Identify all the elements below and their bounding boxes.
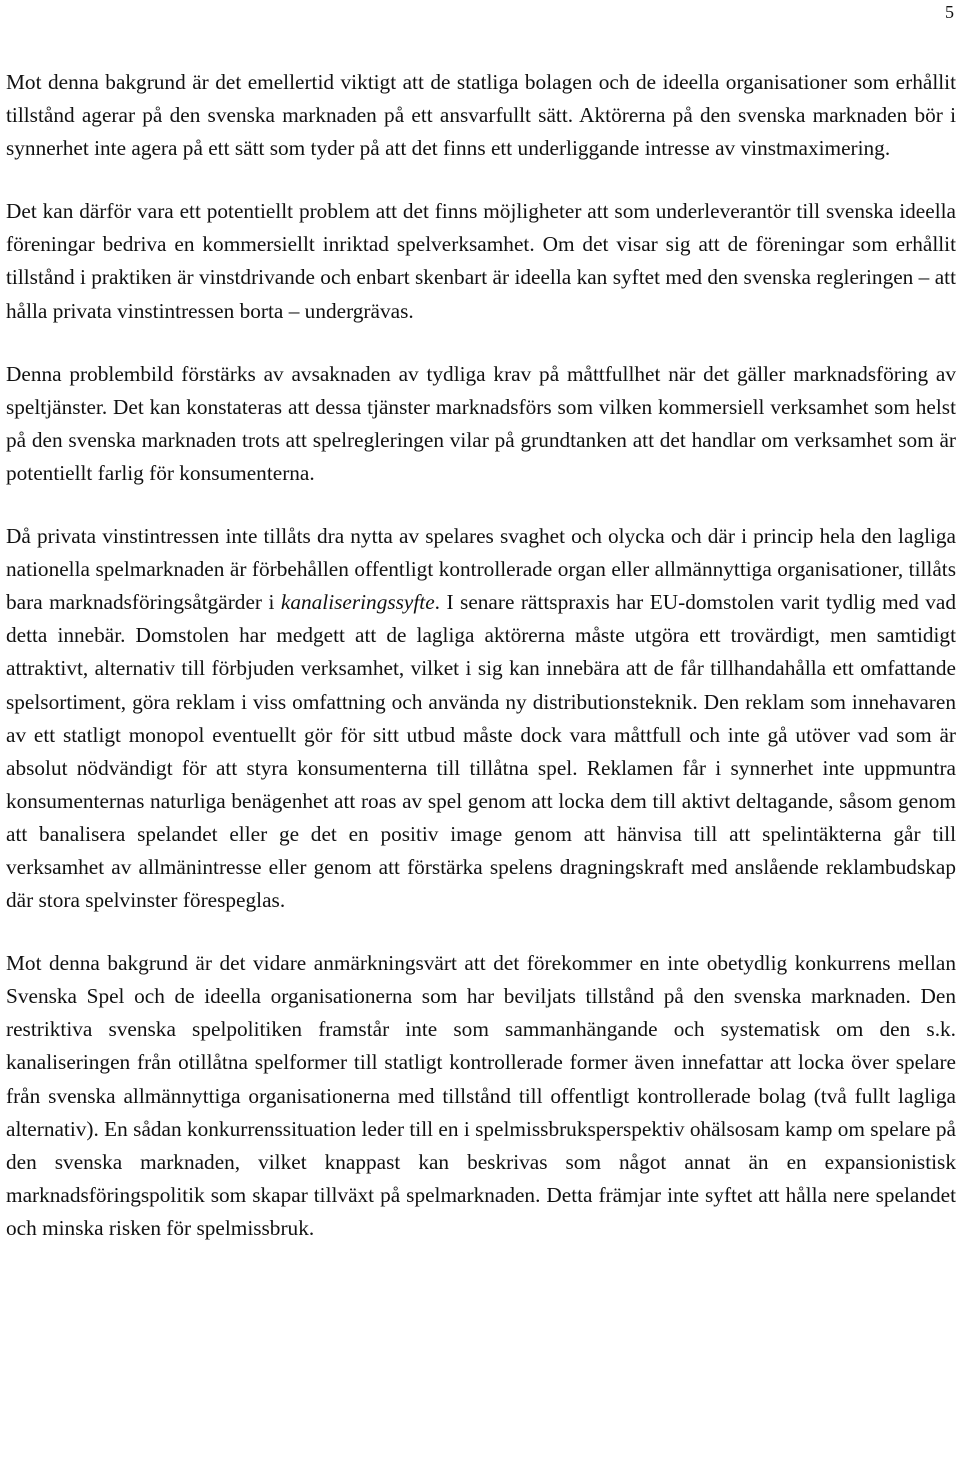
- page-number: 5: [945, 2, 954, 22]
- paragraph-1: Mot denna bakgrund är det emellertid viktigt att de statliga bolagen och de ideella organisationer som erhållit tillstånd agerar på den svenska marknaden på ett ansvarfullt sätt. Aktörerna på den svenska marknaden bör i synnerhet inte agera på ett sätt som tyder på att det finns ett underliggande intresse av vinstmaximering.: [6, 70, 956, 161]
- document-body: [6, 66, 956, 1245]
- paragraph-5: Mot denna bakgrund är det vidare anmärkningsvärt att det förekommer en inte obetydlig konkurrens mellan Svenska Spel och de ideella organisationerna som har beviljats tillstånd på den svenska marknaden. Den restriktiva svenska spelpolitiken framstår inte som sammanhängande och systematisk om den s.k. kanaliseringen från otillåtna spelformer till statligt kontrollerade former även innefattar att locka över spelare från svenska allmännyttiga organisationerna med tillstånd till offentligt kontrollerade bolag (två fullt lagliga alternativ). En sådan konkurrenssituation leder till en i spelmissbruksperspektiv ohälsosam kamp om spelare på den svenska marknaden, vilket knappast kan beskrivas som något annat än en expansionistisk marknadsföringspolitik som skapar tillväxt på spelmarknaden. Detta främjar inte syftet att hålla nere spelandet och minska risken för spelmissbruk.: [6, 951, 956, 1240]
- paragraph-3: Denna problembild förstärks av avsaknaden av tydliga krav på måttfullhet när det gäller marknadsföring av speltjänster. Det kan konstateras att dessa tjänster marknadsförs som vilken kommersiell verksamhet som helst på den svenska marknaden trots att spelregleringen vilar på grundtanken att det handlar om verksamhet som är potentiellt farlig för konsumenterna.: [6, 361, 956, 485]
- paragraph-4: [6, 520, 956, 917]
- paragraph-2: Det kan därför vara ett potentiellt problem att det finns möjligheter att som underleverantör till svenska ideella föreningar bedriva en kommersiellt inriktad spelverksamhet. Om det visar sig att de föreningar som erhållit tillstånd i praktiken är vinstdrivande och enbart skenbart är ideella kan syftet med den svenska regleringen – att hålla privata vinstintressen borta – undergrävas.: [6, 199, 956, 323]
- paragraph-4-text-start: Då privata vinstintressen inte tillåts dra nytta av spelares svaghet och olycka och där i princip hela den lagliga nationella spelmarknaden är förbehållen offentligt kontrollerade organ eller allmännyttiga organisationer, tillåts bara marknadsföringsåtgärder i: [6, 524, 956, 615]
- paragraph-4-text-end: . I senare rättspraxis har EU-domstolen varit tydlig med vad detta innebär. Domstolen har medgett att de lagliga aktörerna måste utgöra ett trovärdigt, men samtidigt attraktivt, alternativ till förbjuden verksamhet, vilket i sig kan innebära att de får tillhandahålla ett omfattande spelsortiment, göra reklam i viss omfattning och använda ny distributionsteknik. Den reklam som innehavaren av ett statligt monopol eventuellt gör för sitt utbud måste dock vara måttfull och inte gå utöver vad som är absolut nödvändigt för att styra konsumenterna till tillåtna spel. Reklamen får i synnerhet inte uppmuntra konsumenternas naturliga benägenhet att roas av spel genom att locka dem till aktivt deltagande, såsom genom att banalisera spelandet eller ge det en positiv image genom att hänvisa till att spelintäkterna går till verksamhet av allmänintresse eller genom att förstärka spelens dragningskraft med anslående reklambudskap där stora spelvinster förespeglas.: [6, 590, 956, 913]
- paragraph-4-emphasis: kanaliseringssyfte: [280, 590, 435, 615]
